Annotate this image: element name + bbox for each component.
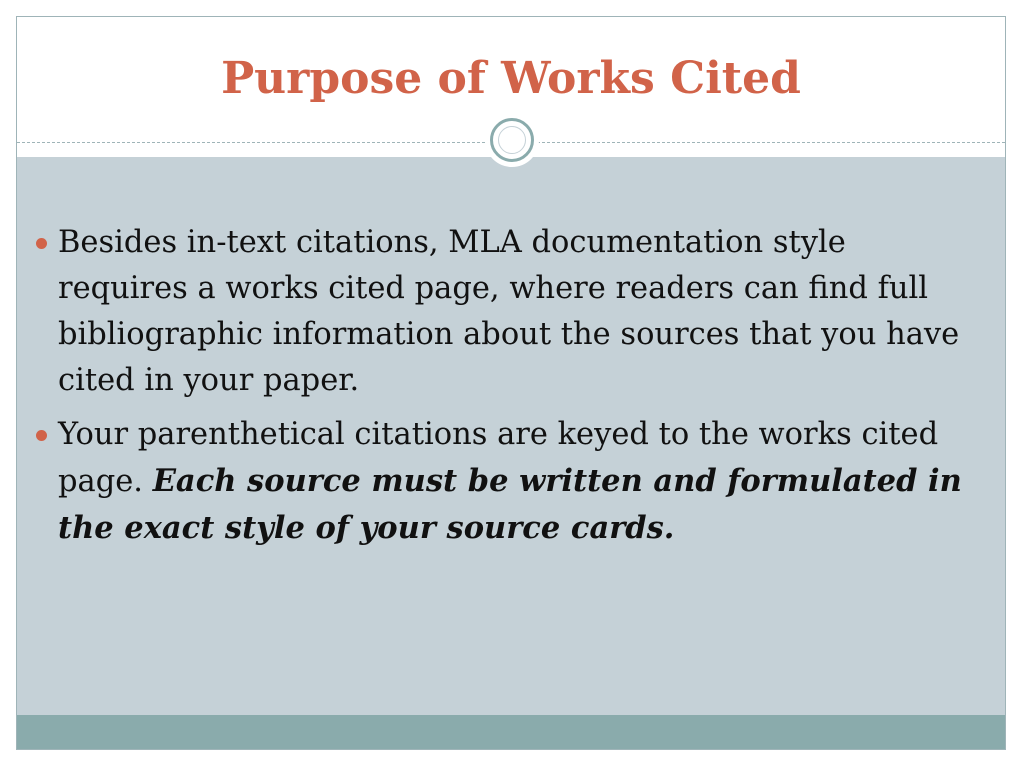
ornament-ring xyxy=(490,118,534,162)
bullet-list xyxy=(36,220,966,560)
bullet-dot-icon xyxy=(36,238,47,249)
bullet-item xyxy=(36,412,966,552)
slide-title: Purpose of Works Cited xyxy=(221,53,801,104)
bullet-text: Besides in-text citations, MLA documentation style requires a works cited page, where readers can find full bibliographic information about the sources that you have cited in your paper. xyxy=(58,225,960,398)
bullet-dot-icon xyxy=(36,430,47,441)
ornament-inner xyxy=(498,126,526,154)
bullet-text: Your parenthetical citations are keyed to the works cited page. xyxy=(58,417,939,499)
bullet-emphasis-text: Each source must be written and formulated in the exact style of your source cards. xyxy=(58,463,962,546)
bullet-item xyxy=(36,220,966,404)
circle-ornament-icon xyxy=(485,113,539,167)
footer-band xyxy=(17,715,1005,749)
